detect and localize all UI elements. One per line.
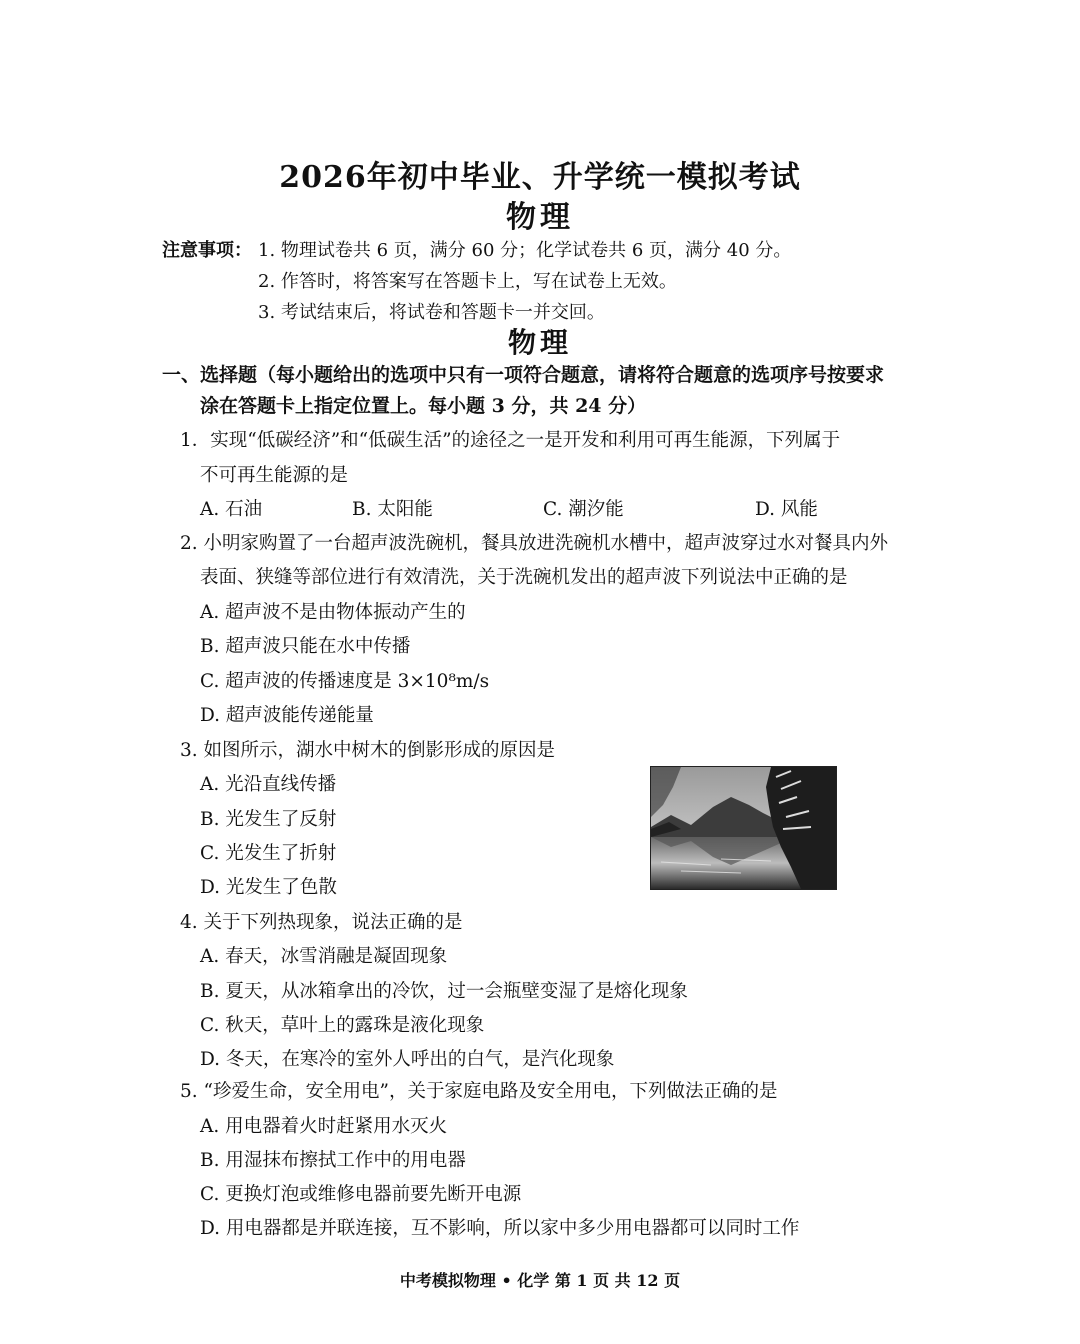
notice-item: 3. 考试结束后，将试卷和答题卡一并交回。	[258, 302, 605, 323]
question-5-option: A. 用电器着火时赶紧用水灭火	[200, 1116, 448, 1137]
question-5-option: C. 更换灯泡或维修电器前要先断开电源	[200, 1184, 522, 1205]
question-3-stem: 3. 如图所示，湖水中树木的倒影形成的原因是	[180, 740, 556, 761]
lake-reflection-image	[650, 766, 837, 890]
question-3-option: D. 光发生了色散	[200, 877, 337, 898]
question-1-stem: 不可再生能源的是	[200, 465, 349, 486]
question-2-option: A. 超声波不是由物体振动产生的	[200, 602, 466, 623]
question-2-stem: 表面、狭缝等部位进行有效清洗，关于洗碗机发出的超声波下列说法中正确的是	[200, 567, 848, 588]
question-1-option: D. 风能	[755, 499, 818, 520]
question-4-stem: 4. 关于下列热现象，说法正确的是	[180, 912, 463, 933]
question-5-option: B. 用湿抹布擦拭工作中的用电器	[200, 1150, 466, 1171]
question-2-option: C. 超声波的传播速度是 3×10⁸m/s	[200, 671, 490, 692]
part-heading: 一、选择题（每小题给出的选项中只有一项符合题意，请将符合题意的选项序号按要求	[162, 364, 885, 386]
notice-label: 注意事项：	[162, 240, 252, 261]
notice-item: 2. 作答时，将答案写在答题卡上，写在试卷上无效。	[258, 271, 677, 292]
question-3-option: C. 光发生了折射	[200, 843, 337, 864]
question-3-option: B. 光发生了反射	[200, 809, 337, 830]
question-1-option: B. 太阳能	[352, 499, 433, 520]
exam-title: 2026年初中毕业、升学统一模拟考试	[279, 160, 801, 195]
question-2-option: B. 超声波只能在水中传播	[200, 636, 411, 657]
section-title: 物理	[507, 326, 572, 359]
notice-item: 1. 物理试卷共 6 页，满分 60 分；化学试卷共 6 页，满分 40 分。	[258, 240, 792, 261]
question-1-option: A. 石油	[200, 499, 263, 520]
question-4-option: C. 秋天，草叶上的露珠是液化现象	[200, 1015, 485, 1036]
exam-subject: 物理	[506, 200, 574, 235]
question-4-option: A. 春天，冰雪消融是凝固现象	[200, 946, 448, 967]
question-2-option: D. 超声波能传递能量	[200, 705, 374, 726]
question-4-option: B. 夏天，从冰箱拿出的冷饮，过一会瓶壁变湿了是熔化现象	[200, 981, 688, 1002]
question-1-option: C. 潮汐能	[543, 499, 624, 520]
question-5-stem: 5. “珍爱生命，安全用电”，关于家庭电路及安全用电，下列做法正确的是	[180, 1081, 778, 1102]
part-heading: 涂在答题卡上指定位置上。每小题 3 分，共 24 分）	[200, 395, 647, 417]
question-1-stem: 1．实现“低碳经济”和“低碳生活”的途径之一是开发和利用可再生能源，下列属于	[180, 430, 841, 451]
question-4-option: D. 冬天，在寒冷的室外人呼出的白气，是汽化现象	[200, 1049, 615, 1070]
question-2-stem: 2. 小明家购置了一台超声波洗碗机，餐具放进洗碗机水槽中，超声波穿过水对餐具内外	[180, 533, 889, 554]
question-3-option: A. 光沿直线传播	[200, 774, 337, 795]
question-5-option: D. 用电器都是并联连接，互不影响，所以家中多少用电器都可以同时工作	[200, 1218, 800, 1239]
page-footer: 中考模拟物理 • 化学 第 1 页 共 12 页	[399, 1271, 681, 1290]
